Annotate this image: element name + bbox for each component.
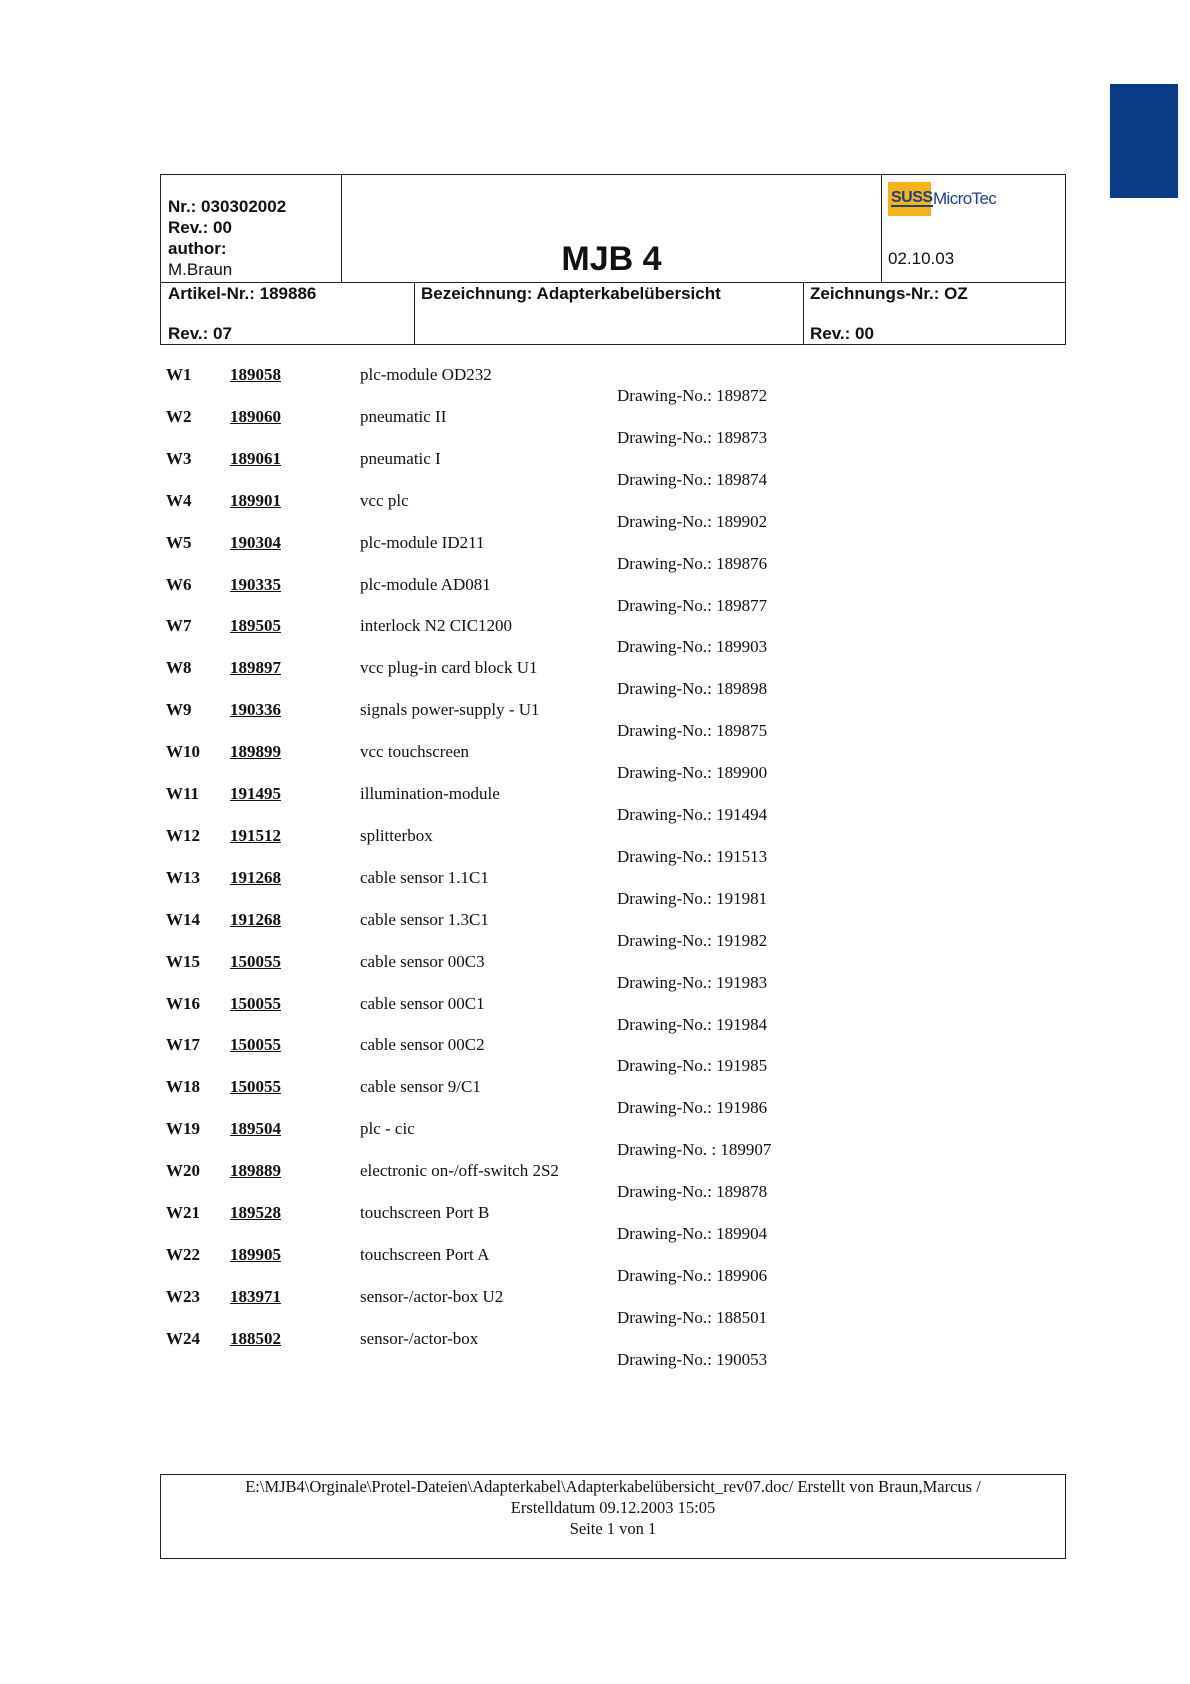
cable-row (0, 533, 1190, 575)
cable-row (0, 1077, 1190, 1119)
article-number-link[interactable]: 189505 (230, 616, 281, 636)
cable-id: W21 (166, 1203, 200, 1222)
cable-row (0, 1035, 1190, 1077)
author-name: M.Braun (168, 260, 233, 279)
cable-id: W3 (166, 448, 192, 468)
cable-description: vcc plug-in card block U1 (360, 658, 538, 678)
cable-id: W16 (166, 993, 200, 1013)
cable-row (0, 784, 1190, 826)
cable-description: plc-module AD081 (360, 574, 491, 594)
cable-id: W15 (166, 951, 200, 971)
title-block (160, 174, 1066, 345)
drawing-reference: Drawing-No. : 189907 (617, 1140, 772, 1160)
document-number: Nr.: 030302002 (168, 197, 287, 216)
cable-description: interlock N2 CIC1200 (360, 616, 513, 636)
article-number-link[interactable]: 190335 (230, 574, 281, 594)
document-title: MJB 4 (561, 240, 662, 278)
drawing-number: Zeichnungs-Nr.: OZ (810, 284, 968, 303)
drawing-reference: Drawing-No.: 189900 (617, 763, 768, 783)
logo-text: MicroTec (933, 189, 997, 208)
drawing-reference: Drawing-No.: 189903 (617, 637, 768, 657)
designation: Bezeichnung: Adapterkabelübersicht (421, 284, 721, 303)
cable-id: W10 (166, 742, 200, 762)
title-block-top-row (161, 175, 1065, 283)
cable-id: W1 (166, 365, 192, 384)
title-block-bottom-row (161, 282, 1065, 344)
article-number-link[interactable]: 189504 (230, 1119, 281, 1139)
cable-id: W19 (166, 1119, 200, 1139)
drawing-reference: Drawing-No.: 191983 (617, 972, 768, 992)
article-number-link[interactable]: 189889 (230, 1161, 281, 1181)
cable-row (0, 1287, 1190, 1329)
cable-description: plc-module ID211 (360, 532, 485, 552)
cable-description: touchscreen Port B (360, 1203, 490, 1222)
article-number-link[interactable]: 150055 (230, 1035, 281, 1055)
cable-id: W18 (166, 1077, 200, 1097)
drawing-reference: Drawing-No.: 189872 (617, 386, 768, 405)
cable-description: cable sensor 00C2 (360, 1035, 485, 1055)
cable-id: W14 (166, 909, 200, 929)
cable-id: W7 (166, 616, 192, 636)
drawing-reference: Drawing-No.: 191982 (617, 930, 768, 950)
cable-description: electronic on-/off-switch 2S2 (360, 1161, 559, 1181)
cable-id: W23 (166, 1286, 200, 1306)
cable-id: W20 (166, 1161, 200, 1181)
drawing-reference: Drawing-No.: 189874 (617, 469, 768, 489)
drawing-reference: Drawing-No.: 189877 (617, 595, 768, 615)
article-number-cell (161, 282, 415, 344)
drawing-reference: Drawing-No.: 189902 (617, 511, 768, 531)
cable-row (0, 1329, 1190, 1371)
cable-description: cable sensor 1.3C1 (360, 909, 489, 929)
cable-id: W4 (166, 490, 192, 510)
drawing-revision: Rev.: 00 (810, 324, 874, 343)
cable-description: cable sensor 1.1C1 (360, 867, 489, 887)
drawing-reference: Drawing-No.: 189873 (617, 427, 768, 447)
drawing-reference: Drawing-No.: 189898 (617, 679, 768, 699)
cable-id: W8 (166, 658, 192, 678)
cable-row (0, 1245, 1190, 1287)
cable-description: cable sensor 00C1 (360, 993, 485, 1013)
drawing-reference: Drawing-No.: 189906 (617, 1265, 768, 1285)
footer-file-path: E:\MJB4\Orginale\Protel-Dateien\Adapterkabel\Adapterkabelübersicht_rev07.doc/ Erstellt von Braun,Marcus / (245, 1477, 981, 1496)
drawing-number-cell (804, 282, 1065, 344)
cable-row (0, 1161, 1190, 1203)
drawing-reference: Drawing-No.: 189904 (617, 1224, 768, 1243)
logo-mark: SUSS (888, 182, 931, 216)
cable-description: vcc touchscreen (360, 742, 470, 762)
article-number-link[interactable]: 150055 (230, 1077, 281, 1097)
cable-row (0, 1119, 1190, 1161)
article-number-link[interactable]: 189901 (230, 490, 281, 510)
cable-row (0, 952, 1190, 994)
cable-row (0, 365, 1190, 407)
article-number: Artikel-Nr.: 189886 (168, 284, 317, 303)
cable-row (0, 826, 1190, 868)
article-number-link[interactable]: 191268 (230, 909, 281, 929)
cable-id: W2 (166, 406, 192, 426)
article-number-link[interactable]: 189528 (230, 1203, 281, 1222)
drawing-reference: Drawing-No.: 191513 (617, 846, 768, 866)
cable-id: W13 (166, 867, 200, 887)
article-number-link[interactable]: 150055 (230, 993, 281, 1013)
cable-id: W6 (166, 574, 192, 594)
designation-cell (415, 282, 804, 344)
company-logo (888, 181, 996, 217)
cable-description: cable sensor 9/C1 (360, 1077, 481, 1097)
cable-description: signals power-supply - U1 (360, 700, 540, 720)
article-number-link[interactable]: 191268 (230, 867, 281, 887)
drawing-reference: Drawing-No.: 189875 (617, 721, 768, 741)
cable-row (0, 994, 1190, 1036)
article-number-link[interactable]: 189058 (230, 365, 281, 384)
cable-description: plc-module OD232 (360, 365, 492, 384)
cable-id: W24 (166, 1328, 200, 1348)
cable-id: W17 (166, 1035, 200, 1055)
cable-description: touchscreen Port A (360, 1244, 490, 1264)
cable-row (0, 449, 1190, 491)
drawing-reference: Drawing-No.: 191986 (617, 1098, 768, 1118)
article-number-link[interactable]: 188502 (230, 1328, 281, 1348)
article-number-link[interactable]: 150055 (230, 951, 281, 971)
cable-id: W22 (166, 1244, 200, 1264)
article-number-link[interactable]: 189899 (230, 742, 281, 762)
cable-description: vcc plc (360, 490, 409, 510)
cable-row (0, 491, 1190, 533)
drawing-reference: Drawing-No.: 190053 (617, 1349, 768, 1369)
cable-id: W5 (166, 532, 192, 552)
cable-row (0, 700, 1190, 742)
drawing-reference: Drawing-No.: 189878 (617, 1182, 768, 1202)
drawing-reference: Drawing-No.: 191985 (617, 1056, 768, 1076)
article-number-link[interactable]: 190304 (230, 532, 281, 552)
cable-id: W9 (166, 700, 192, 720)
footer-page-number: Seite 1 von 1 (569, 1519, 657, 1538)
cable-id: W12 (166, 825, 200, 845)
cable-description: cable sensor 00C3 (360, 951, 485, 971)
document-number-cell (161, 175, 342, 282)
document-revision: Rev.: 00 (168, 218, 232, 237)
cable-description: sensor-/actor-box (360, 1328, 479, 1348)
article-number-link[interactable]: 190336 (230, 700, 281, 720)
footer (160, 1474, 1066, 1559)
cable-row (0, 616, 1190, 658)
article-number-link[interactable]: 191495 (230, 784, 281, 803)
cable-description: pneumatic I (360, 448, 441, 468)
cable-description: splitterbox (360, 825, 433, 845)
cable-description: plc - cic (360, 1119, 415, 1139)
cable-row (0, 575, 1190, 617)
article-number-link[interactable]: 189905 (230, 1244, 281, 1264)
drawing-reference: Drawing-No.: 191494 (617, 805, 768, 824)
article-number-link[interactable]: 189897 (230, 658, 281, 678)
cable-id: W11 (166, 784, 200, 803)
article-revision: Rev.: 07 (168, 324, 232, 343)
drawing-reference: Drawing-No.: 189876 (617, 553, 768, 573)
document-date: 02.10.03 (888, 249, 955, 268)
author-label: author: (168, 239, 227, 258)
cable-description: sensor-/actor-box U2 (360, 1286, 504, 1306)
cable-description: illumination-module (360, 784, 500, 803)
cable-row (0, 742, 1190, 784)
drawing-reference: Drawing-No.: 191981 (617, 888, 768, 908)
drawing-reference: Drawing-No.: 188501 (617, 1307, 768, 1327)
drawing-reference: Drawing-No.: 191984 (617, 1014, 768, 1034)
cable-row (0, 910, 1190, 952)
cable-row (0, 407, 1190, 449)
cable-description: pneumatic II (360, 406, 447, 426)
cable-row (0, 658, 1190, 700)
footer-created-date: Erstelldatum 09.12.2003 15:05 (510, 1498, 716, 1517)
title-cell (342, 175, 882, 282)
article-number-link[interactable]: 189061 (230, 448, 281, 468)
corner-color-tab (1110, 84, 1178, 198)
article-number-link[interactable]: 189060 (230, 406, 281, 426)
logo-cell (882, 175, 1065, 282)
cable-row (0, 1203, 1190, 1245)
article-number-link[interactable]: 183971 (230, 1286, 281, 1306)
article-number-link[interactable]: 191512 (230, 825, 281, 845)
cable-row (0, 868, 1190, 910)
